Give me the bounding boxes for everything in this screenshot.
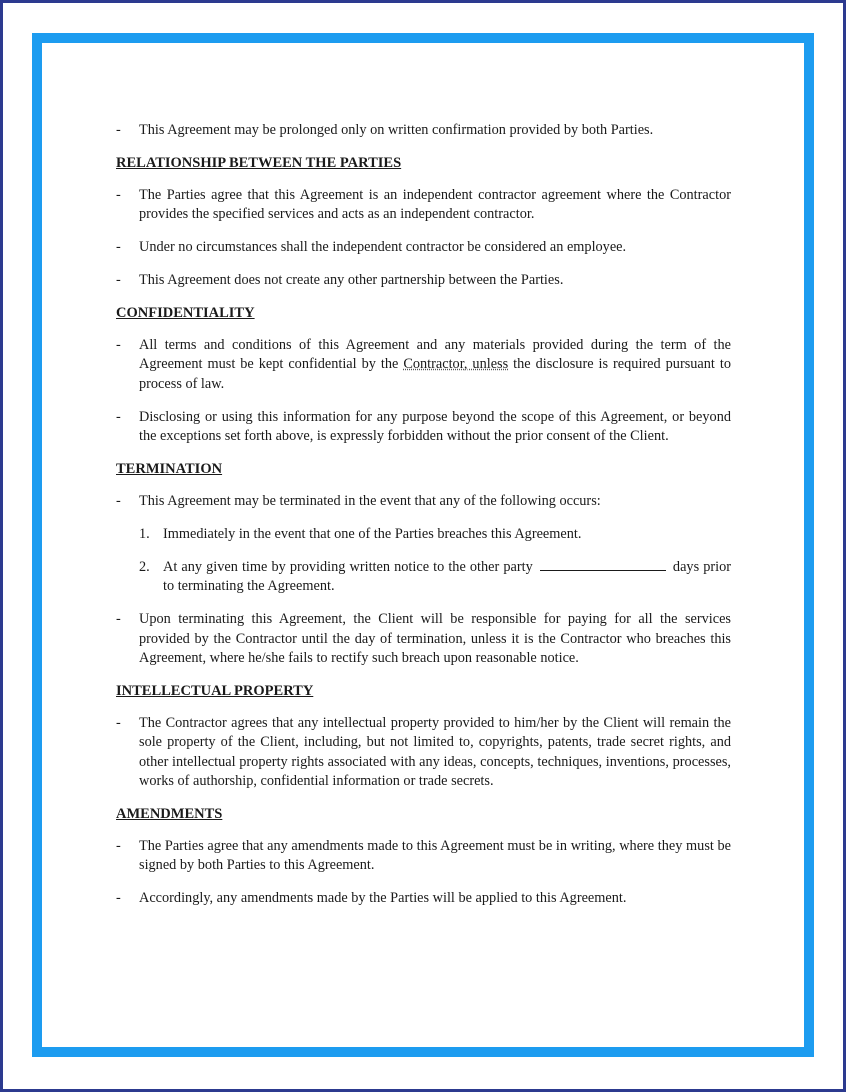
section-heading-termination: TERMINATION [116,461,223,477]
bullet-dash: - [116,186,121,203]
numbered-item [116,558,731,597]
bullet-dash: - [116,408,121,425]
spellcheck-flag: Contractor, unless [403,356,509,372]
item-text: Under no circumstances shall the independent contractor be considered an employee. [139,239,627,255]
item-text-part: All terms and conditions of this Agreement and any materials provided during the term of the Agreement must be kept confidential by the [139,336,731,372]
item-text: This Agreement may be prolonged only on written confirmation provided by both Parties. [139,122,654,138]
item-text: Accordingly, any amendments made by the Parties will be applied to this Agreement. [139,890,627,906]
bullet-dash: - [116,492,121,509]
item-text: The Parties agree that any amendments made to this Agreement must be in writing, where they must be signed by both Parties to this Agreement. [139,837,731,873]
bullet-dash: - [116,611,121,627]
list-item [116,889,731,909]
list-item [116,238,731,258]
item-text-part: At any given time by providing written notice to the other party [163,558,533,575]
bullet-dash: - [116,837,121,854]
bullet-dash: - [116,122,121,138]
item-text: Immediately in the event that one of the Parties breaches this Agreement. [163,525,582,542]
item-text: This Agreement may be terminated in the event that any of the following occurs: [139,492,601,509]
item-text: This Agreement does not create any other partnership between the Parties. [139,272,564,288]
item-text: Disclosing or using this information for any purpose beyond the scope of this Agreement, or beyond the exceptions set forth above, is expressly forbidden without the prior consent of the Client. [139,408,731,444]
bullet-dash: - [116,890,121,906]
item-text: The Contractor agrees that any intellectual property provided to him/her by the Client will remain the sole property of the Client, including, but not limited to, copyrights, patents, trade secret rights, and other intellectual property rights associated with any ideas, concepts, techniques, inventions, processes, works of authorship, confidential information or trade secrets. [139,714,731,789]
list-item [116,121,731,141]
list-item [116,271,731,291]
item-text-part: days prior to terminating the Agreement. [163,558,732,594]
bullet-dash: - [116,239,121,255]
list-item [116,408,731,447]
section-heading-amendments: AMENDMENTS [116,806,223,822]
list-item [116,610,731,669]
list-item [116,336,731,395]
item-number: 2. [139,558,150,575]
fill-in-blank[interactable] [540,558,666,571]
list-item [116,186,731,225]
item-text: The Parties agree that this Agreement is an independent contractor agreement where the Contractor provides the specified services and acts as an independent contractor. [139,186,731,222]
section-heading-relationship: RELATIONSHIP BETWEEN THE PARTIES [116,155,402,171]
bullet-dash: - [116,336,121,353]
document-page [116,121,731,922]
list-item [116,492,731,512]
item-number: 1. [139,525,150,542]
bullet-dash: - [116,272,121,288]
item-text-part: the disclosure is required pursuant to process of law. [139,356,731,392]
list-item [116,714,731,792]
numbered-item [116,525,731,545]
bullet-dash: - [116,714,121,731]
item-text: Upon terminating this Agreement, the Client will be responsible for paying for all the services provided by the Contractor until the day of termination, unless it is the Contractor who breaches this Agreement, where he/she fails to rectify such breach upon reasonable notice. [139,611,731,666]
section-heading-confidentiality: CONFIDENTIALITY [116,305,255,321]
list-item [116,837,731,876]
section-heading-intellectual-property: INTELLECTUAL PROPERTY [116,683,314,699]
